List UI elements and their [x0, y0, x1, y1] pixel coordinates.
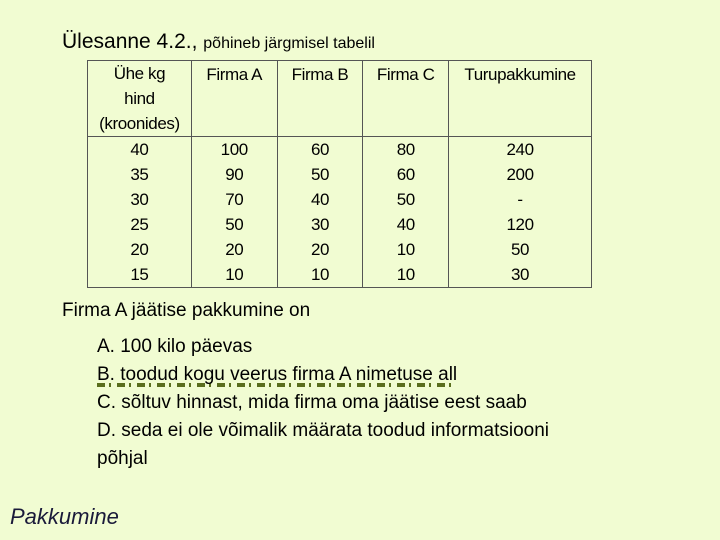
table-row — [88, 137, 592, 163]
cell-market: 50 — [449, 237, 592, 262]
cell-market: 240 — [449, 137, 592, 163]
cell-firma-b: 50 — [277, 162, 363, 187]
table-row — [88, 237, 592, 262]
cell-price: 25 — [88, 212, 192, 237]
cell-price: 30 — [88, 187, 192, 212]
table-row — [88, 187, 592, 212]
cell-price: 35 — [88, 162, 192, 187]
header-price-line: (kroonides) — [99, 114, 180, 133]
table-row — [88, 162, 592, 187]
cell-firma-b: 40 — [277, 187, 363, 212]
option-d-text: D. seda ei ole võimalik määrata toodud informatsiooni — [97, 420, 550, 441]
question-text: Firma A jäätise pakkumine on — [62, 300, 311, 321]
cell-firma-a: 50 — [191, 212, 277, 237]
cell-firma-b: 20 — [277, 237, 363, 262]
slide-title — [62, 30, 375, 54]
header-market-supply: Turupakkumine — [449, 61, 592, 137]
cell-firma-c: 80 — [363, 137, 449, 163]
cell-market: 200 — [449, 162, 592, 187]
cell-market: 30 — [449, 262, 592, 288]
header-firma-c: Firma C — [363, 61, 449, 137]
option-a[interactable] — [97, 333, 549, 361]
cell-market: 120 — [449, 212, 592, 237]
header-price-line: Ühe kg — [113, 64, 166, 83]
option-c-text: C. sõltuv hinnast, mida firma oma jäätise eest saab — [97, 392, 527, 413]
cell-firma-c: 10 — [363, 237, 449, 262]
table-row — [88, 262, 592, 288]
cell-firma-a: 100 — [191, 137, 277, 163]
option-a-text: A. 100 kilo päevas — [97, 336, 253, 357]
title-sub: põhineb järgmisel tabelil — [203, 35, 375, 52]
cell-firma-c: 40 — [363, 212, 449, 237]
option-d-continuation — [97, 445, 549, 473]
cell-firma-c: 60 — [363, 162, 449, 187]
header-price — [88, 61, 192, 137]
header-price-line: hind — [124, 89, 155, 108]
cell-firma-b: 60 — [277, 137, 363, 163]
option-d[interactable] — [97, 417, 549, 445]
footer-label: Pakkumine — [10, 504, 119, 529]
cell-firma-a: 90 — [191, 162, 277, 187]
table-header-row — [88, 61, 592, 137]
cell-market: - — [449, 187, 592, 212]
cell-firma-c: 10 — [363, 262, 449, 288]
option-c[interactable] — [97, 389, 549, 417]
header-firma-a: Firma A — [191, 61, 277, 137]
cell-firma-b: 10 — [277, 262, 363, 288]
supply-table — [87, 60, 592, 288]
table-row — [88, 212, 592, 237]
cell-price: 15 — [88, 262, 192, 288]
cell-firma-a: 20 — [191, 237, 277, 262]
cell-firma-a: 70 — [191, 187, 277, 212]
option-b[interactable] — [97, 361, 549, 389]
cell-firma-b: 30 — [277, 212, 363, 237]
header-firma-b: Firma B — [277, 61, 363, 137]
option-b-text: B. toodud kogu veerus firma A nimetuse all — [97, 364, 458, 385]
title-main: Ülesanne 4.2., — [62, 30, 198, 53]
option-d-text-cont: põhjal — [97, 448, 148, 469]
answer-options — [97, 333, 549, 473]
cell-price: 20 — [88, 237, 192, 262]
cell-price: 40 — [88, 137, 192, 163]
cell-firma-c: 50 — [363, 187, 449, 212]
cell-firma-a: 10 — [191, 262, 277, 288]
